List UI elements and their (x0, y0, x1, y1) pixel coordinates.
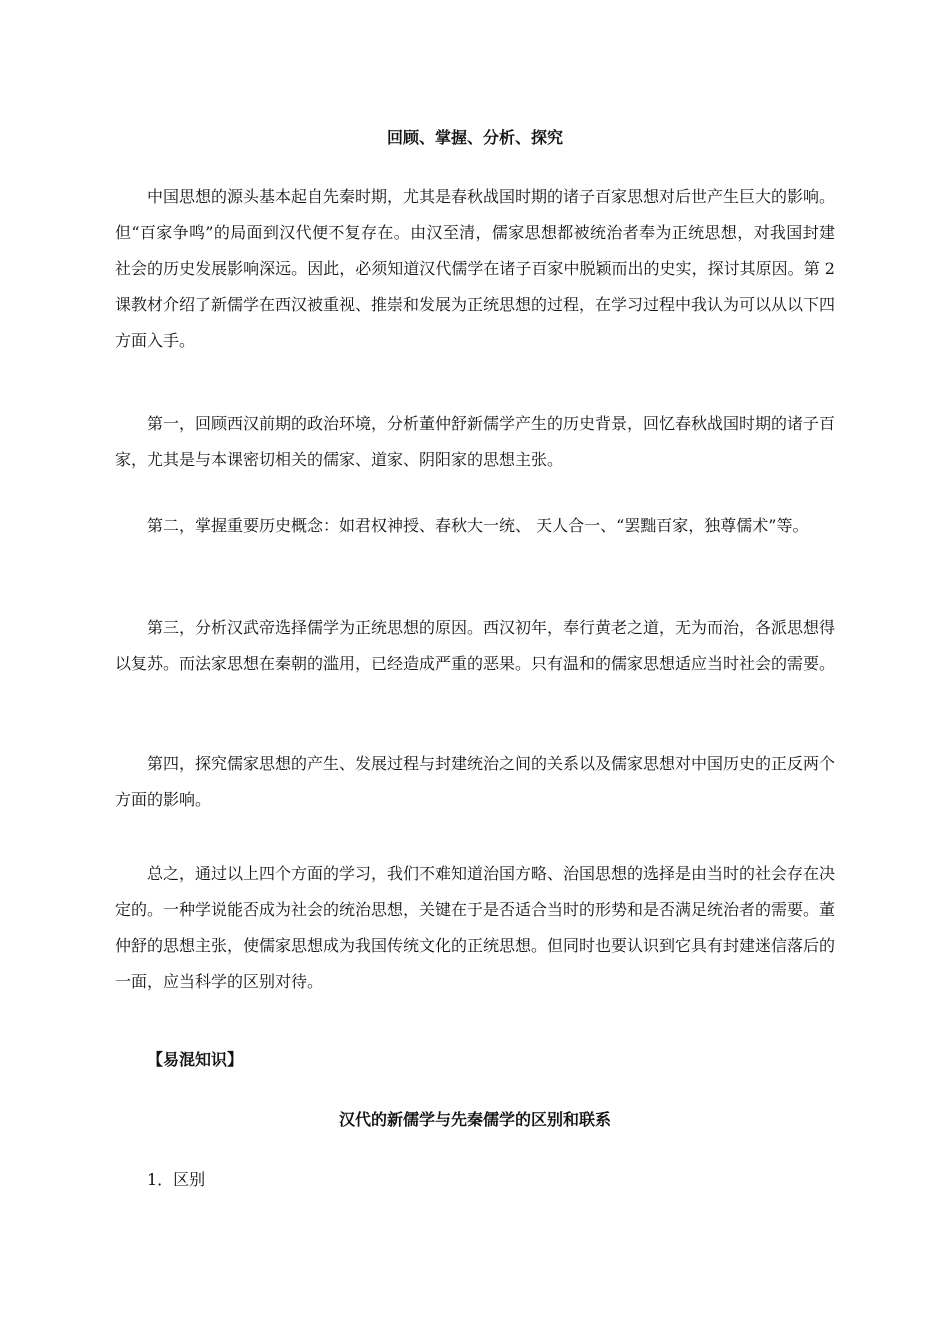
intro-paragraph: 中国思想的源头基本起自先秦时期，尤其是春秋战国时期的诸子百家思想对后世产生巨大的影响。但“百家争鸣”的局面到汉代便不复存在。由汉至清，儒家思想都被统治者奉为正统思想，对我国封建社会的历史发展影响深远。因此，必须知道汉代儒学在诸子百家中脱颖而出的史实，探讨其原因。第 2 课教材介绍了新儒学在西汉被重视、推崇和发展为正统思想的过程，在学习过程中我认为可以从以下四方面入手。 (115, 187, 836, 350)
point-two-paragraph: 第二，掌握重要历史概念：如君权神授、春秋大一统、 天人合一、“罢黜百家，独尊儒术”等。 (147, 516, 809, 535)
section-subtitle: 汉代的新儒学与先秦儒学的区别和联系 (338, 1110, 611, 1129)
point-three-paragraph: 第三，分析汉武帝选择儒学为正统思想的原因。西汉初年，奉行黄老之道，无为而治，各派思想得以复苏。而法家思想在秦朝的滥用，已经造成严重的恶果。只有温和的儒家思想适应当时社会的需要。 (115, 618, 836, 673)
point-four-paragraph: 第四，探究儒家思想的产生、发展过程与封建统治之间的关系以及儒家思想对中国历史的正反两个方面的影响。 (115, 754, 836, 809)
point-one-paragraph: 第一，回顾西汉前期的政治环境，分析董仲舒新儒学产生的历史背景，回忆春秋战国时期的诸子百家，尤其是与本课密切相关的儒家、道家、阴阳家的思想主张。 (115, 414, 836, 469)
list-item-difference: 1．区别 (147, 1170, 206, 1189)
document-title: 回顾、掌握、分析、探究 (386, 128, 563, 147)
section-heading: 【易混知识】 (147, 1050, 244, 1069)
summary-paragraph: 总之，通过以上四个方面的学习，我们不难知道治国方略、治国思想的选择是由当时的社会存在决定的。一种学说能否成为社会的统治思想，关键在于是否适合当时的形势和是否满足统治者的需要。董仲舒的思想主张，使儒家思想成为我国传统文化的正统思想。但同时也要认识到它具有封建迷信落后的一面，应当科学的区别对待。 (115, 864, 836, 991)
